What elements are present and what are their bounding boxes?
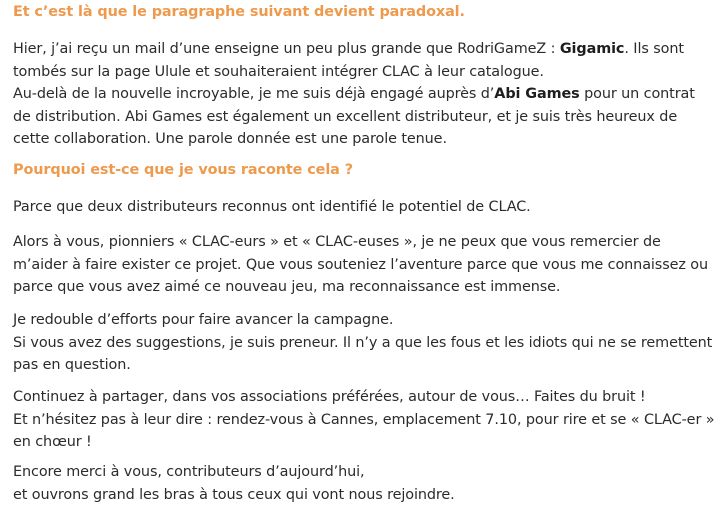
section-heading-paradox: Et c’est là que le paragraphe suivant devient paradoxal.	[13, 4, 465, 20]
paragraph-distribution	[13, 38, 695, 151]
section-heading-why: Pourquoi est-ce que je vous raconte cela ?	[13, 162, 353, 178]
paragraph-share	[13, 386, 714, 454]
text-line: cette collaboration. Une parole donnée est une parole tenue.	[13, 128, 695, 151]
text-line: en chœur !	[13, 431, 714, 454]
text-line	[13, 83, 695, 106]
text-line: Continuez à partager, dans vos associations préférées, autour de vous… Faites du bruit !	[13, 386, 714, 409]
text-line: parce que vous avez aimé ce nouveau jeu, ma reconnaissance est immense.	[13, 276, 708, 299]
text-segment: pour un contrat	[580, 86, 695, 102]
paragraph-closing	[13, 461, 455, 506]
paragraph-thanks-pioneers	[13, 231, 708, 299]
text-line: m’aider à faire exister ce projet. Que vous souteniez l’aventure parce que vous me connaissez ou	[13, 254, 708, 277]
text-segment: Hier, j’ai reçu un mail d’une enseigne un peu plus grande que RodriGameZ :	[13, 41, 560, 57]
paragraph-campaign	[13, 309, 712, 377]
text-line: Je redouble d’efforts pour faire avancer la campagne.	[13, 309, 712, 332]
paragraph-distributors	[13, 196, 531, 219]
text-line: de distribution. Abi Games est également un excellent distributeur, et je suis très heureux de	[13, 106, 695, 129]
text-line: Alors à vous, pionniers « CLAC-eurs » et « CLAC-euses », je ne peux que vous remercier de	[13, 231, 708, 254]
text-line: Si vous avez des suggestions, je suis preneur. Il n’y a que les fous et les idiots qui ne se remettent	[13, 332, 712, 355]
text-segment: Au-delà de la nouvelle incroyable, je me suis déjà engagé auprès d’	[13, 86, 494, 102]
text-line: et ouvrons grand les bras à tous ceux qui vont nous rejoindre.	[13, 484, 455, 506]
text-line: Parce que deux distributeurs reconnus ont identifié le potentiel de CLAC.	[13, 196, 531, 219]
text-segment: . Ils sont	[624, 41, 684, 57]
text-line: tombés sur la page Ulule et souhaiteraient intégrer CLAC à leur catalogue.	[13, 61, 695, 84]
text-line: Et n’hésitez pas à leur dire : rendez-vous à Cannes, emplacement 7.10, pour rire et se « CLAC-er »	[13, 409, 714, 432]
brand-name-gigamic: Gigamic	[560, 41, 625, 57]
text-line	[13, 38, 695, 61]
text-line: Encore merci à vous, contributeurs d’aujourd’hui,	[13, 461, 455, 484]
brand-name-abi-games: Abi Games	[494, 86, 579, 102]
text-line: pas en question.	[13, 354, 712, 377]
